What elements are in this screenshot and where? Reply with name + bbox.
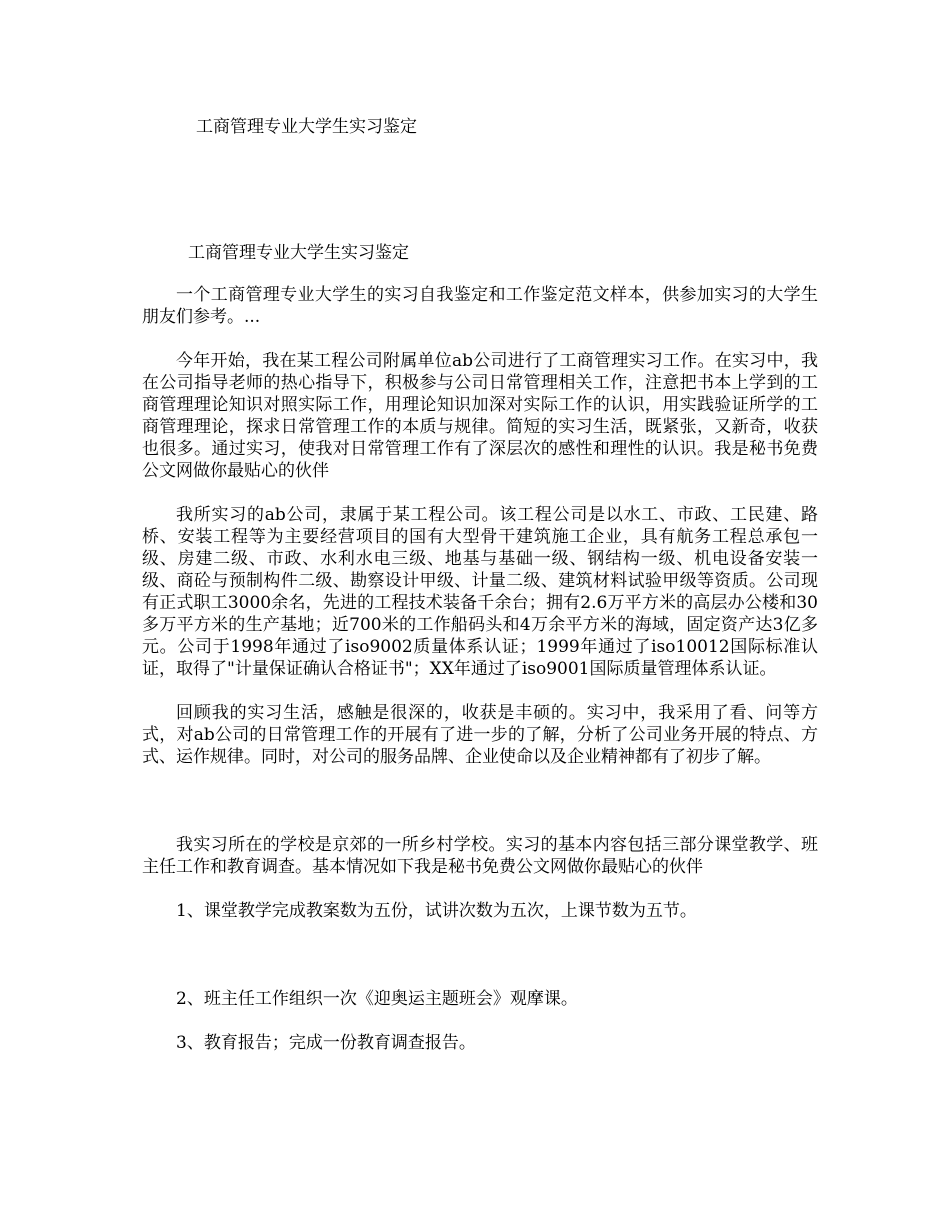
document-title: 工商管理专业大学生实习鉴定 xyxy=(196,117,417,137)
paragraph-school: 我实习所在的学校是京郊的一所乡村学校。实习的基本内容包括三部分课堂教学、班主任工作和教育调查。基本情况如下我是秘书免费公文网做你最贴心的伙伴 xyxy=(142,835,818,877)
list-item-report: 3、教育报告；完成一份教育调查报告。 xyxy=(176,1033,476,1053)
paragraph-intro: 一个工商管理专业大学生的实习自我鉴定和工作鉴定范文样本，供参加实习的大学生朋友们参考。... xyxy=(142,285,818,327)
document-body xyxy=(142,242,818,1076)
paragraph-review: 回顾我的实习生活，感触是很深的，收获是丰硕的。实习中，我采用了看、问等方式，对ab公司的日常管理工作的开展有了进一步的了解，分析了公司业务开展的特点、方式、运作规律。同时，对公司的服务品牌、企业使命以及企业精神都有了初步了解。 xyxy=(142,703,818,767)
paragraph-company-profile: 我所实习的ab公司，隶属于某工程公司。该工程公司是以水工、市政、工民建、路桥、安装工程等为主要经营项目的国有大型骨干建筑施工企业，具有航务工程总承包一级、房建二级、市政、水利水电三级、地基与基础一级、钢结构一级、机电设备安装一级、商砼与预制构件二级、勘察设计甲级、计量二级、建筑材料试验甲级等资质。公司现有正式职工3000余名，先进的工程技术装备千余台；拥有2.6万平方米的高层办公楼和30多万平方米的生产基地；近700米的工作船码头和4万余平方米的海域，固定资产达3亿多元。公司于1998年通过了iso9002质量体系认证；1999年通过了iso10012国际标准认证，取得了"计量保证确认合格证书"；XX年通过了iso9001国际质量管理体系认证。 xyxy=(142,505,818,679)
document-subtitle: 工商管理专业大学生实习鉴定 xyxy=(188,243,409,263)
list-item-teaching: 1、课堂教学完成教案数为五份，试讲次数为五次，上课节数为五节。 xyxy=(176,901,697,921)
paragraph-internship-start: 今年开始，我在某工程公司附属单位ab公司进行了工商管理实习工作。在实习中，我在公司指导老师的热心指导下，积极参与公司日常管理相关工作，注意把书本上学到的工商管理理论知识对照实际工作，用理论知识加深对实际工作的认识，用实践验证所学的工商管理理论，探求日常管理工作的本质与规律。简短的实习生活，既紧张，又新奇，收获也很多。通过实习，使我对日常管理工作有了深层次的感性和理性的认识。我是秘书免费公文网做你最贴心的伙伴 xyxy=(142,351,818,481)
list-item-class-teacher: 2、班主任工作组织一次《迎奥运主题班会》观摩课。 xyxy=(176,989,578,1009)
